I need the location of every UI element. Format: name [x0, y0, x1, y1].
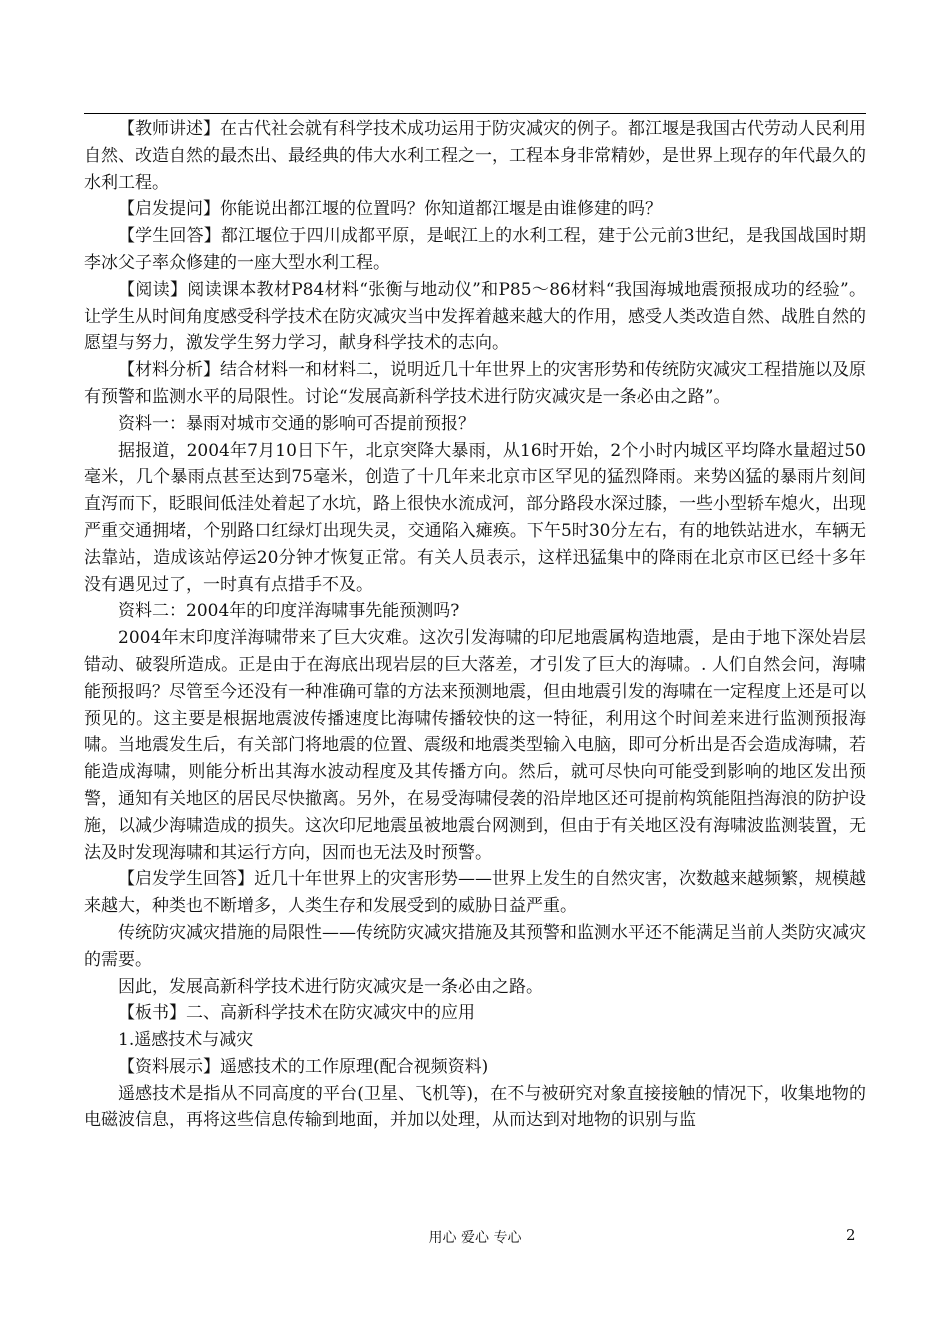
paragraph-material-analysis: 【材料分析】结合材料一和材料二，说明近几十年世界上的灾害形势和传统防灾减灾工程措施以及原有预警和监测水平的局限性。讨论“发展高新科学技术进行防灾减灾是一条必由之路”。 [84, 360, 866, 407]
paragraph-student-response: 【启发学生回答】近几十年世界上的灾害形势——世界上发生的自然灾害，次数越来越频繁，规模越来越大，种类也不断增多，人类生存和发展受到的威胁日益严重。 [84, 869, 866, 917]
paragraph-conclusion: 因此，发展高新科学技术进行防灾减灾是一条必由之路。 [118, 976, 543, 997]
paragraph-traditional-limits: 传统防灾减灾措施的局限性——传统防灾减灾措施及其预警和监测水平还不能满足当前人类防灾减灾的需要。 [84, 922, 866, 970]
paragraph-section-remote-sensing: 1.遥感技术与减灾 [118, 1030, 254, 1051]
paragraph-remote-sensing-definition: 遥感技术是指从不同高度的平台(卫星、飞机等)，在不与被研究对象直接接触的情况下，收集地物的电磁波信息，再将这些信息传输到地面，并加以处理，从而达到对地物的识别与监 [84, 1083, 866, 1131]
paragraph-material-display: 【资料展示】遥感技术的工作原理(配合视频资料) [118, 1056, 489, 1077]
paragraph-material-one-body: 据报道，2004年7月10日下午，北京突降大暴雨，从16时开始，2个小时内城区平均降水量超过50毫米，几个暴雨点甚至达到75毫米，创造了十几年来北京市区罕见的猛烈降雨。来势凶猛的暴雨片刻间直泻而下，眨眼间低洼处着起了水坑，路上很快水流成河，部分路段水深过膝，一些小型轿车熄火，出现严重交通拥堵，个别路口红绿灯出现失灵，交通陷入瘫痪。下午5时30分左右，有的地铁站进水，车辆无法靠站，造成该站停运20分钟才恢复正常。有关人员表示，这样迅猛集中的降雨在北京市区已经十多年没有遇见过了，一时真有点措手不及。 [84, 440, 866, 595]
paragraph-material-one-title: 资料一：暴雨对城市交通的影响可否提前预报？ [118, 413, 475, 434]
footer-text: 用心 爱心 专心 [428, 1230, 522, 1246]
paragraph-teacher-lecture: 【教师讲述】在古代社会就有科学技术成功运用于防灾减灾的例子。都江堰是我国古代劳动人民利用自然、改造自然的最杰出、最经典的伟大水利工程之一，工程本身非常精妙，是世界上现存的年代最久的水利工程。 [84, 119, 866, 193]
paragraph-material-two-title: 资料二：2004年的印度洋海啸事先能预测吗? [118, 601, 460, 622]
paragraph-board-heading: 【板书】二、高新科学技术在防灾减灾中的应用 [118, 1003, 475, 1024]
paragraph-material-two-body: 2004年末印度洋海啸带来了巨大灾难。这次引发海啸的印尼地震属构造地震，是由于地下深处岩层错动、破裂所造成。正是由于在海底出现岩层的巨大落差，才引发了巨大的海啸。. 人们自然会问，海啸能预报吗？尽管至今还没有一种准确可靠的方法来预测地震，但由地震引发的海啸在一定程度上还是可以预见的。这主要是根据地震波传播速度比海啸传播较快的这一特征，利用这个时间差来进行监测预报海啸。当地震发生后，有关部门将地震的位置、震级和地震类型输入电脑，即可分析出是否会造成海啸，若能造成海啸，则能分析出其海水波动程度及其传播方向。然后，就可尽快向可能受到影响的地区发出预警，通知有关地区的居民尽快撤离。另外，在易受海啸侵袭的沿岸地区还可提前构筑能阻挡海浪的防护设施，以减少海啸造成的损失。这次印尼地震虽被地震台网测到，但由于有关地区没有海啸波监测装置，无法及时发现海啸和其运行方向，因而也无法及时预警。 [84, 628, 866, 863]
page-number: 2 [846, 1226, 856, 1244]
paragraph-prompt-question: 【启发提问】你能说出都江堰的位置吗？你知道都江堰是由谁修建的吗？ [118, 199, 662, 220]
paragraph-student-answer: 【学生回答】都江堰位于四川成都平原，是岷江上的水利工程，建于公元前3世纪，是我国战国时期李冰父子率众修建的一座大型水利工程。 [84, 226, 866, 273]
header-rule [84, 113, 866, 114]
document-body [84, 116, 866, 1134]
paragraph-reading: 【阅读】阅读课本教材P84材料“张衡与地动仪”和P85～86材料“我国海城地震预报成功的经验”。 让学生从时间角度感受科学技术在防灾减灾当中发挥着越来越大的作用，感受人类改造自然、战胜自然的愿望与努力，激发学生努力学习，献身科学技术的志向。 [84, 279, 866, 354]
